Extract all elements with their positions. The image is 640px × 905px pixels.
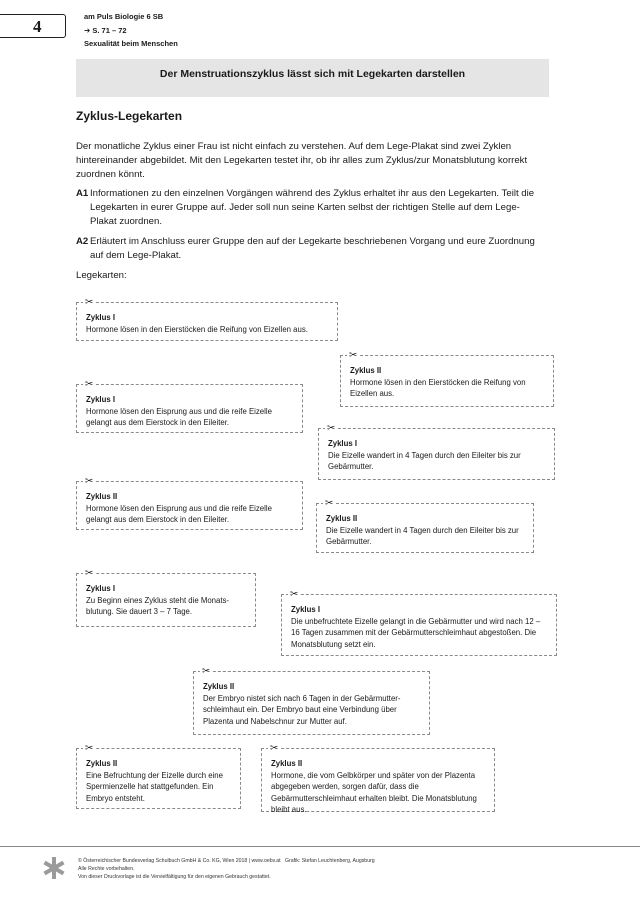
legekarte[interactable] [340,350,554,407]
card-cycle: Zyklus I [86,395,116,404]
scissors-icon: ✂ [270,743,279,754]
footer-divider [0,846,640,847]
publisher-logo-icon [42,856,66,885]
task-a2 [76,235,546,263]
task-a1 [76,187,546,229]
scissors-icon: ✂ [85,297,94,308]
card-text: Hormone lösen den Eisprung aus und die reife Eizelle gelangt aus dem Eierstock in den Eileiter. [86,503,272,524]
card-cycle: Zyklus II [86,492,118,501]
task-text: Informationen zu den einzelnen Vorgängen während des Zyklus erhaltet ihr aus den Legekarten. Teilt die Legekarten in eurer Gruppe auf. Jeder soll nun seine Karten selbst der richtigen Stelle auf dem Lege-Plakat zuordnen. [90,188,535,227]
legekarte[interactable] [316,498,534,553]
card-text: Hormone lösen den Eisprung aus und die reife Eizelle gelangt aus dem Eierstock in den Eileiter. [86,406,272,427]
card-cycle: Zyklus I [328,439,358,448]
card-cycle: Zyklus II [350,366,382,375]
legekarte[interactable] [76,743,241,809]
card-cycle: Zyklus II [86,759,118,768]
card-cycle: Zyklus II [326,514,358,523]
card-text: Die Eizelle wandert in 4 Tagen durch den Eileiter bis zur Gebärmutter. [326,525,519,546]
page-reference: ➔ S. 71 – 72 [84,26,127,35]
scissors-icon: ✂ [85,743,94,754]
book-title: am Puls Biologie 6 SB [84,12,164,21]
card-text: Hormone lösen in den Eierstöcken die Reifung von Eizellen aus. [350,377,526,398]
legekarte[interactable] [318,423,555,480]
scissors-icon: ✂ [325,498,334,509]
legekarte[interactable] [76,297,338,341]
scissors-icon: ✂ [202,666,211,677]
footer-rights: Alle Rechte vorbehalten. [78,866,135,872]
chapter-title: Sexualität beim Menschen [84,39,178,48]
legekarte[interactable] [261,743,495,814]
legekarte[interactable] [281,589,557,656]
footer-graphics-credit: Grafik: Stefan Leuchtenberg, Augsburg [285,858,375,864]
card-text: Die Eizelle wandert in 4 Tagen durch den Eileiter bis zur Gebärmutter. [328,450,521,471]
task-number: A2 [76,236,89,247]
legekarte[interactable] [76,379,303,433]
legekarte[interactable] [76,568,256,627]
card-cycle: Zyklus I [291,605,321,614]
card-text: Der Embryo nistet sich nach 6 Tagen in der Gebärmutterschleimhaut ein. Der Embryo baut eine Verbindung über Plazenta und Nabelschnur zur Mutter auf. [203,693,401,726]
footer-permission: Von dieser Druckvorlage ist die Vervielfältigung für den eigenen Gebrauch gestattet. [78,874,271,880]
legekarte[interactable] [76,476,303,530]
card-cycle: Zyklus I [86,584,116,593]
scissors-icon: ✂ [349,350,358,361]
card-text: Hormone, die vom Gelbkörper und später von der Plazenta abgegeben werden, sorgen dafür, dass die Gebärmutterschleimhaut erhalten bleibt. Die Monatsblutung bleibt aus. [271,770,477,814]
worksheet-title: Der Menstruationszyklus lässt sich mit Legekarten darstellen [76,59,549,97]
legekarte[interactable] [193,666,430,735]
card-text: Zu Beginn eines Zyklus steht die Monatsblutung. Sie dauert 3 – 7 Tage. [86,595,230,616]
cards-label: Legekarten: [76,270,127,281]
card-cycle: Zyklus I [86,313,116,322]
page-number: 4 [0,14,66,38]
task-number: A1 [76,188,89,199]
card-cycle: Zyklus II [203,682,235,691]
scissors-icon: ✂ [327,423,336,434]
footer-copyright: © Österreichischer Bundesverlag Schulbuch GmbH & Co. KG, Wien 2018 | www.oebv.at [78,858,281,864]
intro-paragraph: Der monatliche Zyklus einer Frau ist nicht einfach zu verstehen. Auf dem Lege-Plakat sind zwei Zyklen hintereinander abgebildet. Mit den Legekarten testet ihr, ob ihr alles zum Zyklus/zur Monatsblutung korrekt zuordnen könnt. [76,141,528,180]
scissors-icon: ✂ [85,379,94,390]
scissors-icon: ✂ [85,568,94,579]
scissors-icon: ✂ [290,589,299,600]
card-text: Eine Befruchtung der Eizelle durch eine Spermienzelle hat stattgefunden. Ein Embryo entsteht. [86,770,223,803]
section-heading: Zyklus-Legekarten [76,109,183,123]
task-text: Erläutert im Anschluss eurer Gruppe den auf der Legekarte beschriebenen Vorgang und eure Zuordnung auf dem Lege-Plakat. [90,236,535,261]
card-text: Die unbefruchtete Eizelle gelangt in die Gebärmutter und wird nach 12 – 16 Tagen zusammen mit der Gebärmutterschleimhaut abgestoßen. Die Monatsblutung setzt ein. [291,616,541,649]
scissors-icon: ✂ [85,476,94,487]
card-cycle: Zyklus II [271,759,303,768]
card-text: Hormone lösen in den Eierstöcken die Reifung von Eizellen aus. [86,324,308,334]
